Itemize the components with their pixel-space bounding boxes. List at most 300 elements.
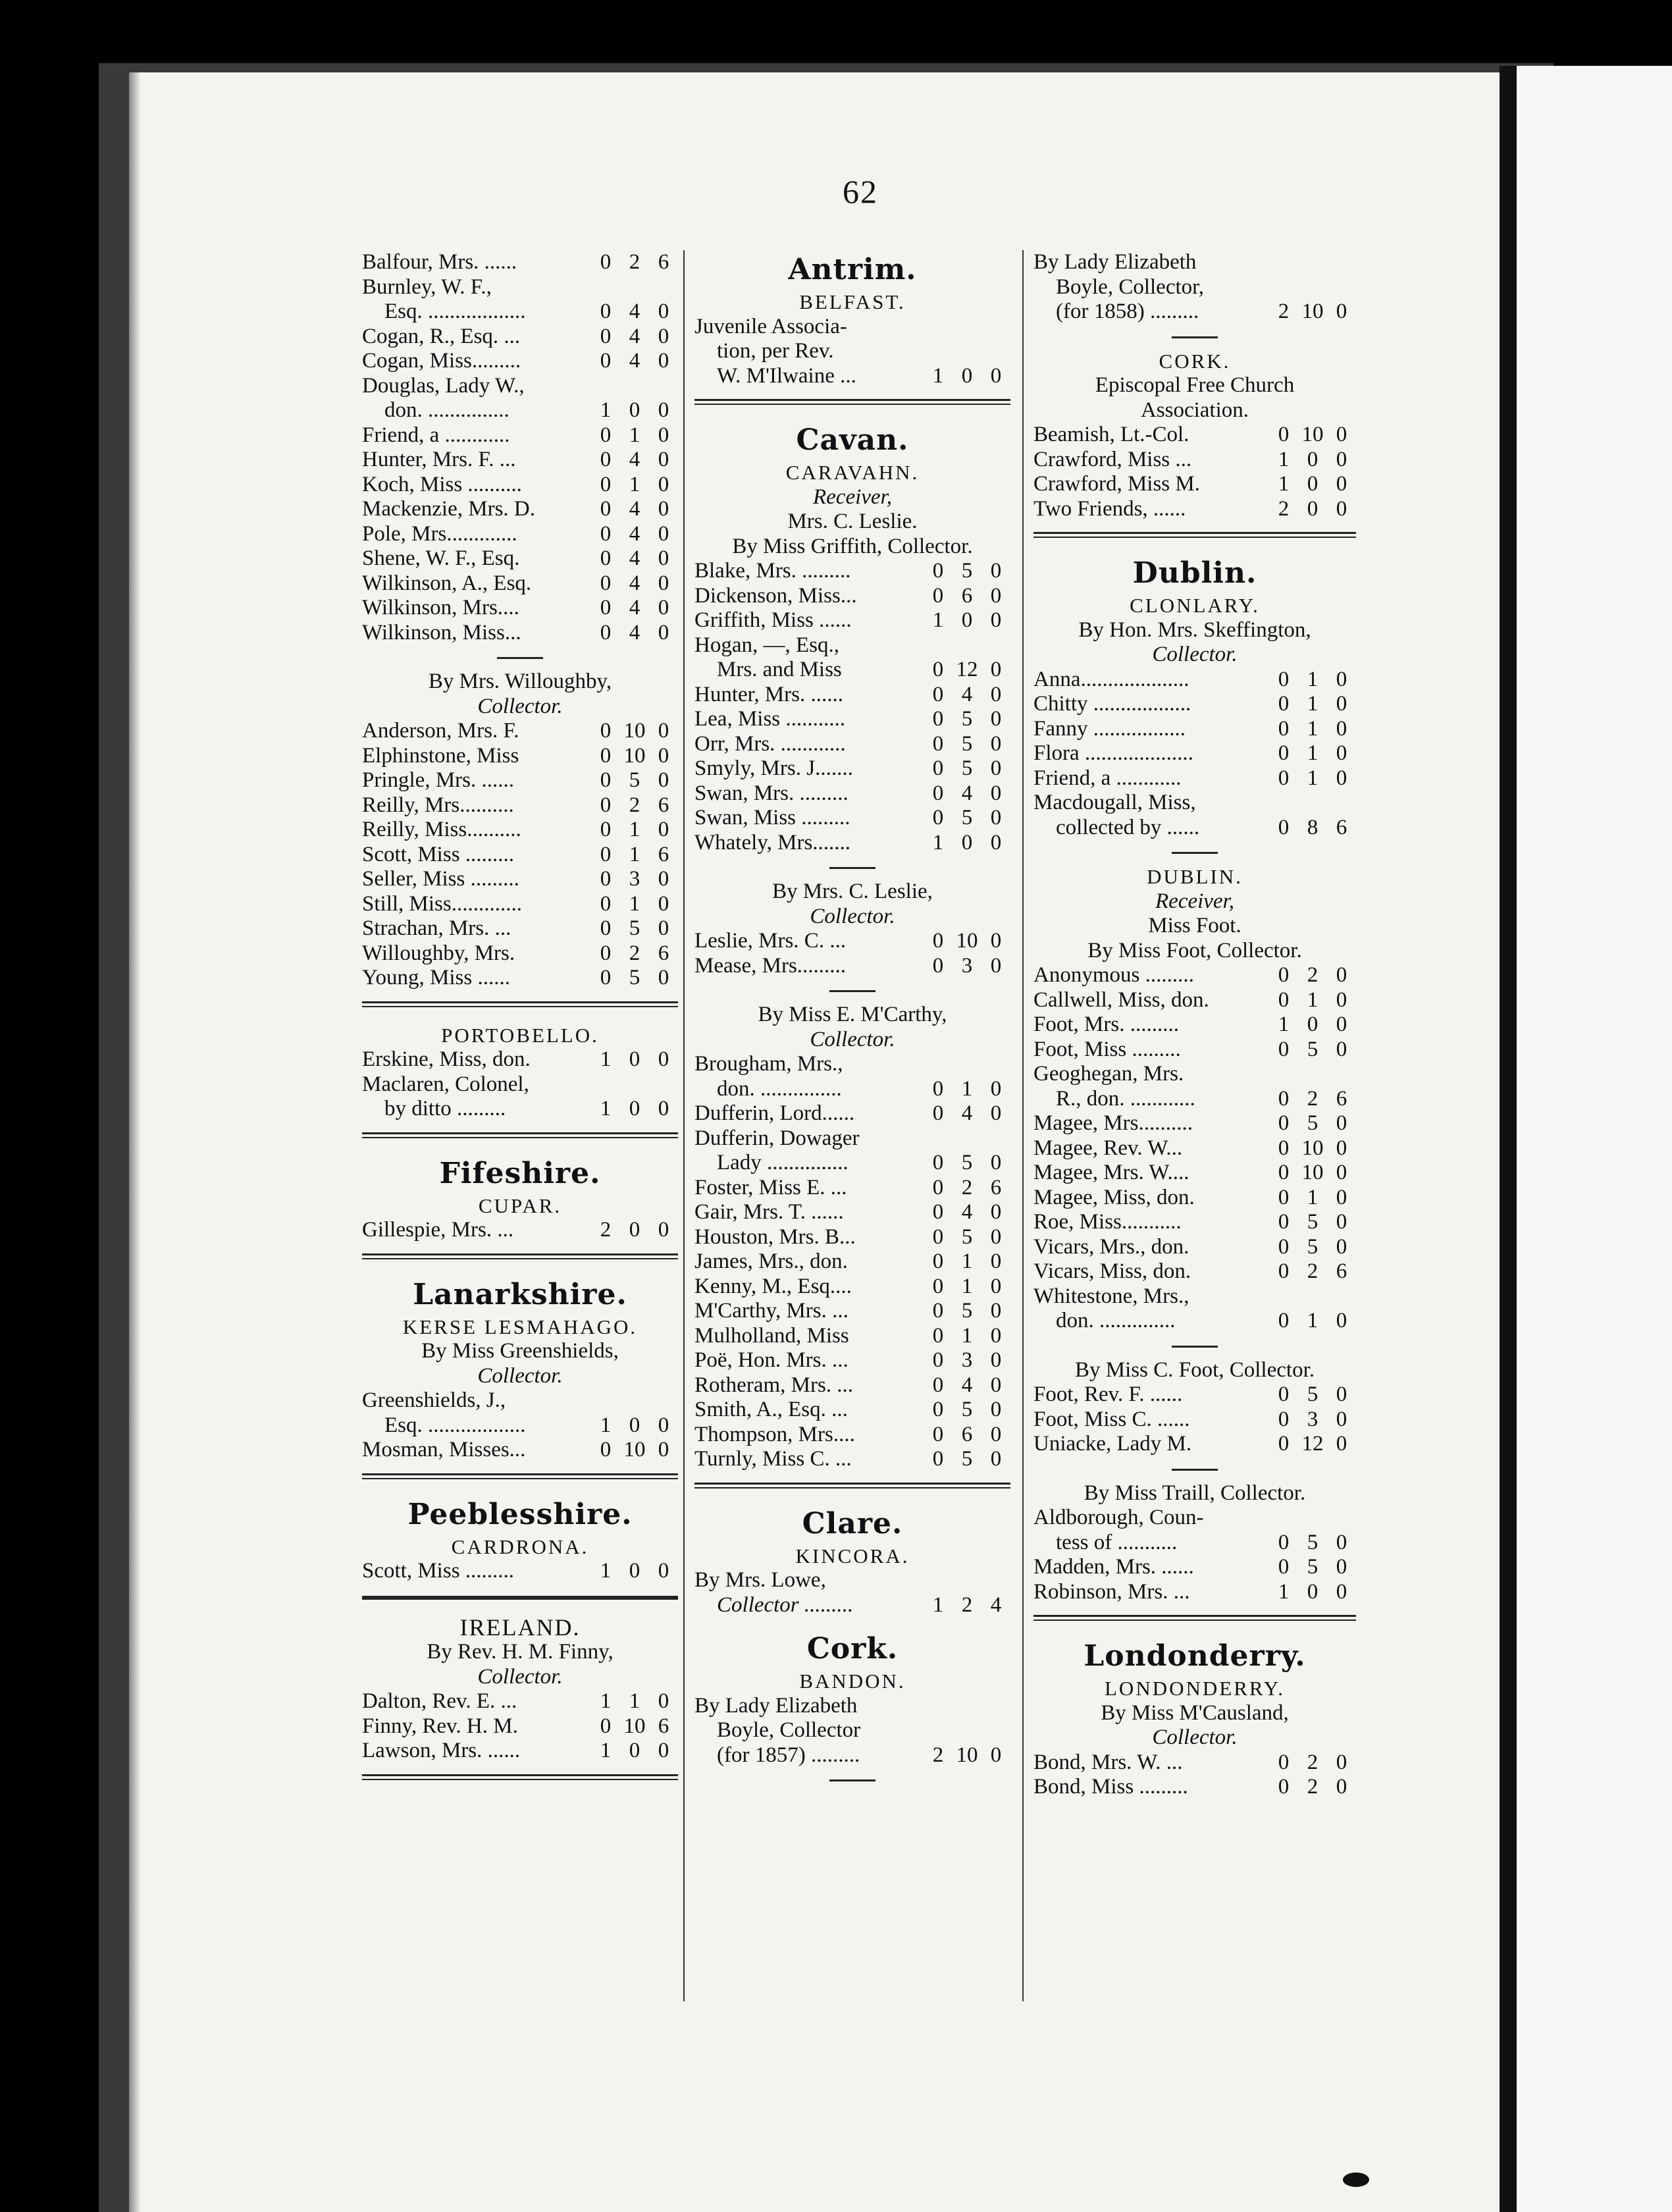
contribution-row [694, 756, 1010, 781]
amount-pence: 0 [658, 916, 669, 940]
entry-text: By Lady Elizabeth [694, 1693, 858, 1718]
contributor-name: Bond, Mrs. W. ... [1033, 1750, 1183, 1774]
section-caption: By Miss M'Causland, [1101, 1700, 1289, 1725]
contribution-row [1033, 668, 1356, 693]
amount-pounds: 0 [1278, 988, 1290, 1012]
amount-pence: 0 [658, 743, 669, 768]
amount-pounds: 0 [1278, 1407, 1290, 1431]
amount [591, 1413, 678, 1438]
section-caption: PORTOBELLO. [441, 1023, 599, 1047]
amount-shillings: 2 [1307, 1086, 1319, 1111]
amount-pounds: 0 [600, 472, 612, 496]
contribution-row [1033, 300, 1356, 325]
section-caption: Collector. [1152, 643, 1238, 666]
amount-shillings: 5 [1307, 1555, 1319, 1579]
amount-shillings: 10 [1301, 300, 1324, 323]
amount-pounds: 0 [932, 707, 944, 731]
amount-pounds: 0 [600, 596, 612, 619]
amount [924, 954, 1010, 979]
amount-shillings: 2 [1307, 963, 1319, 987]
amount [1269, 717, 1356, 742]
amount-pounds: 0 [1278, 815, 1290, 839]
amount-pounds: 0 [932, 1101, 944, 1125]
amount-shillings: 1 [629, 818, 640, 841]
contributor-name: Dickenson, Miss... [694, 583, 857, 608]
amount-shillings: 1 [961, 1323, 973, 1348]
amount-pounds: 0 [932, 1348, 944, 1372]
contribution-row [694, 831, 1010, 856]
amount [924, 781, 1010, 806]
amount [924, 1743, 1010, 1768]
contribution-row [694, 1423, 1010, 1448]
double-rule [694, 1483, 1010, 1488]
amount [924, 1398, 1010, 1423]
contributor-name: tess of ........... [1056, 1530, 1178, 1554]
amount-pounds: 0 [1278, 963, 1290, 987]
amount-shillings: 4 [629, 497, 640, 521]
amount-pence: 0 [1336, 716, 1347, 741]
contribution-row [694, 1593, 1010, 1618]
amount-pounds: 0 [932, 806, 944, 830]
amount [591, 325, 678, 350]
contributor-name: Elphinstone, Miss [362, 743, 519, 768]
entry-text: Whitestone, Mrs., [1033, 1284, 1189, 1308]
amount [924, 1447, 1010, 1472]
county-heading: Fifeshire. [439, 1156, 601, 1190]
adjacent-page [1517, 66, 1672, 2212]
contributor-name: Anderson, Mrs. F. [362, 719, 519, 743]
amount-shillings: 10 [956, 1743, 978, 1767]
amount-shillings: 10 [623, 719, 646, 743]
amount-pence: 0 [658, 571, 669, 595]
contribution-row [694, 1275, 1010, 1300]
amount-shillings: 0 [629, 1218, 640, 1242]
section-caption: Receiver, [813, 485, 892, 509]
amount [1269, 448, 1356, 473]
amount [1269, 741, 1356, 766]
amount [591, 916, 678, 941]
contributor-name: Collector ......... [717, 1593, 854, 1617]
contributor-name: Magee, Miss, don. [1033, 1185, 1195, 1209]
amount-pounds: 0 [1278, 1185, 1290, 1209]
amount-shillings: 3 [961, 1348, 973, 1372]
amount-pounds: 0 [1278, 1136, 1290, 1160]
amount [924, 1348, 1010, 1373]
amount-pounds: 0 [600, 941, 612, 965]
amount [1269, 1161, 1356, 1186]
amount [591, 571, 678, 596]
amount-pounds: 0 [1278, 1530, 1290, 1554]
contribution-row [362, 1714, 678, 1739]
amount-shillings: 2 [629, 250, 640, 274]
contributor-name: Turnly, Miss C. ... [694, 1447, 852, 1471]
contributor-name: Reilly, Miss.......... [362, 818, 521, 841]
amount-pounds: 0 [1278, 667, 1290, 691]
amount-shillings: 8 [1307, 815, 1319, 839]
section-caption: Collector. [477, 694, 563, 718]
amount-pounds: 0 [932, 1076, 944, 1101]
amount-pounds: 0 [600, 349, 612, 373]
contribution-row [362, 719, 678, 744]
amount-pence: 0 [658, 1047, 669, 1071]
amount-pounds: 0 [600, 324, 612, 348]
contributor-name: James, Mrs., don. [694, 1250, 848, 1273]
amount-shillings: 1 [1307, 1309, 1319, 1332]
contribution-row [1033, 1136, 1356, 1161]
contribution-row [1033, 1531, 1356, 1556]
amount-pounds: 0 [932, 583, 944, 608]
contribution-row [694, 1299, 1010, 1324]
contributor-name: Flora .................... [1033, 741, 1193, 765]
amount-pounds: 1 [600, 1097, 612, 1120]
contribution-row [1033, 1751, 1356, 1776]
county-heading: Londonderry. [1084, 1639, 1306, 1673]
contributor-name: don. ............... [384, 398, 509, 422]
contribution-row [362, 1218, 678, 1243]
entry-text: Aldborough, Coun- [1033, 1506, 1204, 1529]
amount-shillings: 4 [629, 546, 640, 570]
amount-shillings: 3 [1307, 1407, 1319, 1431]
amount-pounds: 0 [1278, 1382, 1290, 1406]
amount-pence: 0 [1336, 1555, 1347, 1579]
amount-pence: 0 [990, 608, 1002, 632]
short-rule [497, 657, 543, 659]
amount-pounds: 0 [600, 448, 612, 471]
contributor-name: Finny, Rev. H. M. [362, 1714, 518, 1738]
contribution-row [1033, 1013, 1356, 1038]
amount [591, 941, 678, 966]
amount-pence: 0 [990, 756, 1002, 780]
contributor-name: R., don. ............ [1056, 1086, 1195, 1111]
amount-pence: 0 [1336, 496, 1347, 521]
amount-pounds: 1 [932, 830, 944, 855]
amount [924, 831, 1010, 856]
contributor-name: Foster, Miss E. ... [694, 1175, 847, 1199]
contributor-name: Reilly, Mrs.......... [362, 793, 514, 817]
contribution-row [694, 658, 1010, 683]
amount-pence: 0 [990, 682, 1002, 706]
amount-shillings: 1 [961, 1274, 973, 1298]
amount-shillings: 5 [961, 756, 973, 780]
amount-shillings: 4 [629, 324, 640, 348]
contribution-row [694, 1250, 1010, 1275]
amount-pounds: 1 [1278, 447, 1290, 471]
amount-pounds: 0 [1278, 1210, 1290, 1234]
amount-pence: 0 [990, 1200, 1002, 1224]
county-heading: Cavan. [796, 423, 909, 457]
amount-shillings: 5 [961, 559, 973, 583]
amount-pounds: 0 [1278, 1432, 1290, 1456]
amount-shillings: 0 [629, 1047, 640, 1071]
amount-pounds: 0 [1278, 692, 1290, 716]
amount-pounds: 0 [600, 1438, 612, 1462]
section-caption: LONDONDERRY. [1105, 1677, 1285, 1700]
amount-pounds: 0 [600, 818, 612, 841]
amount [1269, 497, 1356, 522]
amount-shillings: 4 [629, 521, 640, 546]
amount-pounds: 0 [1278, 1775, 1290, 1799]
amount [1269, 1751, 1356, 1776]
amount [924, 683, 1010, 708]
amount-pounds: 0 [932, 1447, 944, 1471]
contribution-row [362, 1047, 678, 1072]
amount-pence: 0 [658, 818, 669, 841]
contribution-row [1033, 1186, 1356, 1211]
amount-pounds: 0 [1278, 1111, 1290, 1135]
amount-shillings: 1 [1307, 667, 1319, 691]
amount-shillings: 12 [956, 658, 978, 681]
amount-pence: 0 [990, 1224, 1002, 1249]
contributor-name: don. .............. [1056, 1309, 1176, 1332]
section-caption: By Hon. Mrs. Skeffington, [1078, 618, 1311, 642]
contributor-name: Vicars, Miss, don. [1033, 1259, 1191, 1283]
contribution-row [694, 1324, 1010, 1349]
entry-text: tion, per Rev. [717, 339, 834, 363]
contributor-name: Chitty .................. [1033, 692, 1191, 716]
amount [591, 448, 678, 473]
amount [924, 1200, 1010, 1225]
amount [1269, 1136, 1356, 1161]
contribution-row [1033, 692, 1356, 717]
contribution-row [362, 916, 678, 941]
amount-pence: 0 [990, 806, 1002, 830]
amount [591, 522, 678, 547]
amount-pence: 0 [658, 620, 669, 645]
entry-text: Boyle, Collector, [1056, 275, 1205, 299]
contributor-name: Robinson, Mrs. ... [1033, 1579, 1190, 1604]
amount-pence: 0 [990, 559, 1002, 583]
entry-text: Macdougall, Miss, [1033, 791, 1196, 814]
contribution-row [1033, 1235, 1356, 1260]
contributor-name: Mrs. and Miss [717, 658, 842, 681]
contributor-name: Magee, Mrs.......... [1033, 1111, 1193, 1135]
amount [1269, 963, 1356, 988]
amount [1269, 1111, 1356, 1136]
contribution-row [362, 1739, 678, 1764]
amount-pence: 0 [1336, 692, 1347, 716]
amount-shillings: 5 [629, 916, 640, 940]
contributor-name: Roe, Miss........... [1033, 1210, 1182, 1234]
amount-pence: 0 [658, 521, 669, 546]
contribution-row [1033, 816, 1356, 841]
amount-pence: 6 [658, 941, 669, 965]
column-1 [362, 250, 678, 1796]
contributor-name: Uniacke, Lady M. [1033, 1432, 1192, 1456]
short-rule [829, 990, 875, 992]
amount-pence: 0 [1336, 1530, 1347, 1554]
amount [924, 1324, 1010, 1349]
amount-pence: 6 [1336, 1259, 1347, 1283]
amount-shillings: 0 [1307, 472, 1319, 496]
amount [1269, 1013, 1356, 1038]
amount-pence: 0 [990, 731, 1002, 756]
entry-text: Juvenile Associa- [694, 314, 847, 338]
amount [591, 546, 678, 571]
contribution-row [362, 325, 678, 350]
amount-pounds: 1 [932, 1593, 944, 1617]
section-caption: Miss Foot. [1148, 914, 1241, 937]
section-caption: By Miss Foot, Collector. [1087, 938, 1302, 962]
amount-shillings: 10 [1301, 1136, 1324, 1160]
contributor-name: Foot, Rev. F. ...... [1033, 1382, 1183, 1406]
amount-shillings: 1 [629, 1689, 640, 1713]
amount-pounds: 0 [932, 929, 944, 953]
contribution-row [1033, 497, 1356, 522]
contribution-row [1033, 766, 1356, 791]
column-rule-2 [1022, 250, 1024, 2001]
contributor-name: Willoughby, Mrs. [362, 941, 515, 965]
amount-pounds: 0 [600, 497, 612, 521]
short-rule [829, 867, 875, 869]
amount [591, 1714, 678, 1739]
contributor-name: Lawson, Mrs. ...... [362, 1739, 521, 1762]
column-rule-1 [683, 250, 685, 2001]
contributor-name: Smyly, Mrs. J....... [694, 756, 853, 780]
amount-pence: 0 [658, 1413, 669, 1437]
county-heading: Antrim. [788, 253, 917, 286]
amount-shillings: 4 [629, 448, 640, 471]
amount-pence: 0 [658, 472, 669, 496]
amount-pounds: 0 [932, 953, 944, 978]
section-caption: Collector. [810, 1027, 895, 1051]
amount-pence: 6 [1336, 1086, 1347, 1111]
amount-pounds: 0 [932, 1422, 944, 1446]
amount-shillings: 1 [1307, 988, 1319, 1012]
amount [591, 719, 678, 744]
short-rule [1172, 1469, 1218, 1471]
amount [924, 1250, 1010, 1275]
county-heading: Lanarkshire. [413, 1277, 627, 1311]
amount-pounds: 1 [932, 608, 944, 632]
amount-pounds: 0 [600, 916, 612, 940]
amount-pence: 0 [658, 1689, 669, 1713]
contribution-row [362, 867, 678, 892]
amount-pence: 0 [1336, 472, 1347, 496]
section-caption: KERSE LESMAHAGO. [402, 1315, 638, 1338]
section-caption: KINCORA. [795, 1544, 910, 1567]
amount-pence: 0 [1336, 1210, 1347, 1234]
amount-shillings: 0 [629, 1097, 640, 1120]
amount [924, 806, 1010, 831]
section-caption: Collector. [477, 1363, 563, 1388]
amount-shillings: 5 [1307, 1210, 1319, 1234]
amount [591, 1689, 678, 1714]
amount-shillings: 5 [961, 806, 973, 830]
contributor-name: Still, Miss............. [362, 891, 522, 916]
amount [1269, 1186, 1356, 1211]
contribution-row [694, 559, 1010, 584]
region-heading: IRELAND. [459, 1614, 581, 1641]
amount-shillings: 0 [1307, 1579, 1319, 1604]
amount-pounds: 0 [932, 1398, 944, 1421]
amount-pence: 0 [990, 707, 1002, 731]
section-caption: BANDON. [799, 1670, 906, 1693]
section-caption: By Miss E. M'Carthy, [758, 1003, 947, 1026]
contribution-row [362, 349, 678, 374]
contribution-row [362, 768, 678, 793]
amount-shillings: 4 [961, 1101, 973, 1125]
contributor-name: Koch, Miss .......... [362, 472, 522, 496]
amount-pence: 0 [990, 1373, 1002, 1397]
contribution-row [1033, 1087, 1356, 1112]
contribution-row [362, 1559, 678, 1584]
entry-text: Boyle, Collector [717, 1718, 861, 1742]
amount [1269, 1555, 1356, 1580]
double-rule [362, 1001, 678, 1007]
amount-shillings: 5 [961, 731, 973, 756]
contribution-row [1033, 1555, 1356, 1580]
double-rule [362, 1132, 678, 1138]
section-caption: By Rev. H. M. Finny, [427, 1640, 614, 1664]
amount-pounds: 0 [932, 1299, 944, 1323]
short-rule [1172, 1346, 1218, 1348]
double-rule [1033, 532, 1356, 538]
contributor-name: Wilkinson, Mrs.... [362, 596, 519, 619]
contributor-name: Gillespie, Mrs. ... [362, 1218, 514, 1242]
amount-shillings: 5 [1307, 1037, 1319, 1061]
contributor-name: Young, Miss ...... [362, 966, 510, 989]
entry-text: Dufferin, Dowager [694, 1126, 860, 1150]
amount-pence: 0 [658, 448, 669, 471]
amount [1269, 1580, 1356, 1605]
amount [924, 559, 1010, 584]
amount-pounds: 0 [1278, 1234, 1290, 1259]
contribution-row [362, 250, 678, 275]
amount-shillings: 4 [629, 349, 640, 373]
contributor-name: Hunter, Mrs. ...... [694, 682, 843, 706]
amount-shillings: 1 [1307, 1185, 1319, 1209]
amount-shillings: 3 [961, 953, 973, 978]
amount-pounds: 1 [600, 1413, 612, 1437]
amount-pounds: 0 [600, 966, 612, 989]
contributor-name: Shene, W. F., Esq. [362, 546, 520, 570]
amount-shillings: 5 [961, 707, 973, 731]
entry-text: Geoghegan, Mrs. [1033, 1062, 1184, 1086]
amount-pounds: 0 [932, 1373, 944, 1397]
amount-shillings: 3 [629, 867, 640, 891]
amount-shillings: 2 [629, 941, 640, 965]
amount [591, 744, 678, 769]
amount-shillings: 0 [1307, 1013, 1319, 1036]
section-caption: Mrs. C. Leslie. [787, 510, 918, 533]
contribution-row [694, 781, 1010, 806]
contribution-row [1033, 1038, 1356, 1063]
amount-pence: 0 [658, 349, 669, 373]
contributor-name: Thompson, Mrs.... [694, 1422, 855, 1446]
amount-pence: 6 [658, 842, 669, 866]
amount-shillings: 10 [623, 743, 646, 768]
amount-pounds: 2 [600, 1218, 612, 1242]
contributor-name: Two Friends, ...... [1033, 496, 1186, 521]
amount [591, 473, 678, 498]
contribution-row [1033, 1382, 1356, 1408]
contribution-row [1033, 1309, 1356, 1334]
amount-shillings: 1 [1307, 741, 1319, 765]
amount-pence: 0 [658, 891, 669, 916]
contributor-name: Pringle, Mrs. ...... [362, 768, 514, 792]
amount-pounds: 0 [1278, 423, 1290, 446]
amount-shillings: 1 [1307, 716, 1319, 741]
amount-pence: 0 [990, 583, 1002, 608]
amount-pence: 0 [990, 1076, 1002, 1101]
amount [591, 867, 678, 892]
amount-pounds: 1 [1278, 472, 1290, 496]
amount-pence: 0 [658, 1438, 669, 1462]
amount [591, 250, 678, 275]
section-caption: By Mrs. C. Leslie, [772, 880, 933, 903]
contribution-row [1033, 1259, 1356, 1284]
section-caption: CORK. [1159, 349, 1231, 373]
